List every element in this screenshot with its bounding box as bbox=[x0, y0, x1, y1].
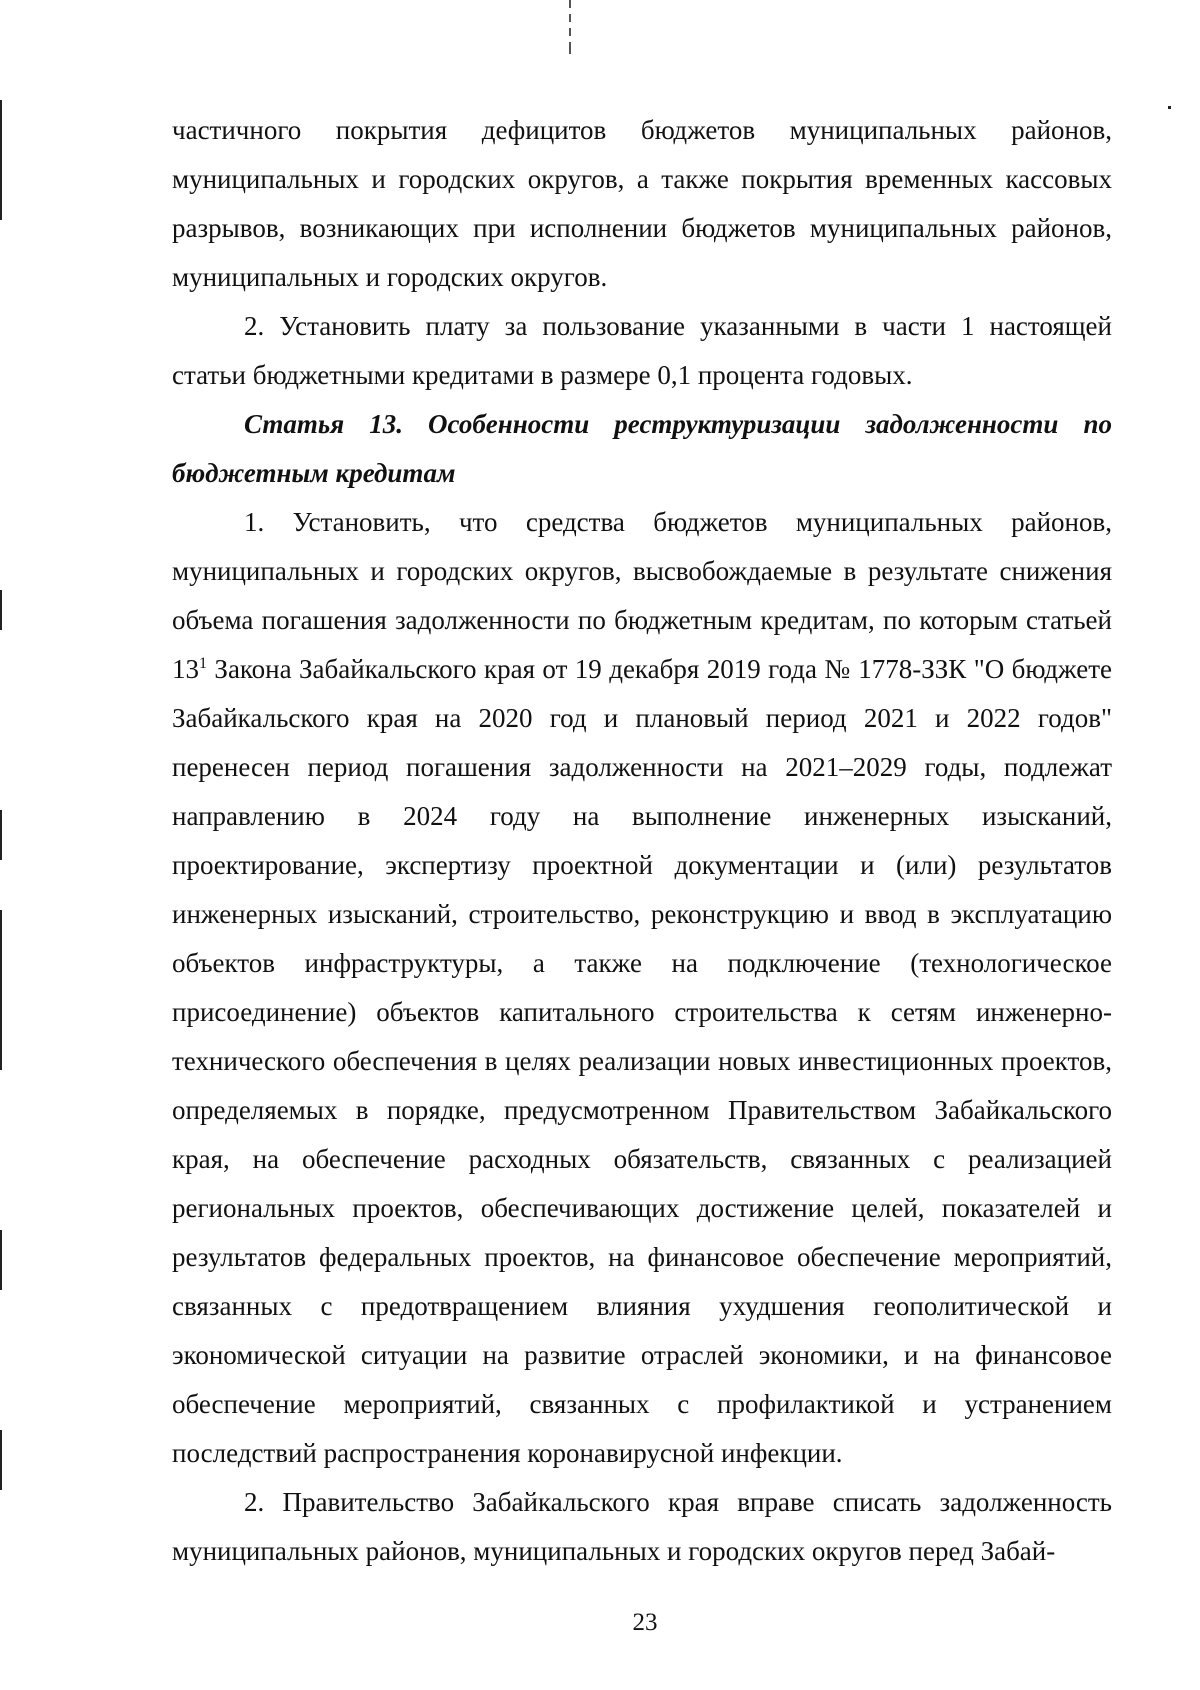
scan-edge-mark bbox=[0, 100, 2, 220]
paragraph-text-part: Закона Забайкальского края от 19 декабря 2019 года № 1778-ЗЗК "О бюджете Забайкальского края на 2020 год и плановый период 2021 и 2022 годов" перенесен период погашения задолженности на 2021–2029 годы, подлежат направлению в 2024 году на выполнение инженерных изысканий, проектирование, экспертизу проектной документации и (или) результатов инженерных изысканий, строительство, реконструкцию и ввод в эксплуатацию объектов инфраструктуры, а также на подключение (технологическое присоединение) объектов капитального строительства к сетям инженерно-технического обеспечения в целях реализации новых инвестиционных проектов, определяемых в порядке, предусмотренном Правительством Забайкальского края, на обеспечение расходных обязательств, связанных с реализацией региональных проектов, обеспечивающих достижение целей, показателей и результатов федеральных проектов, на финансовое обеспечение мероприятий, связанных с предотвращением влияния ухудшения геополитической и экономической ситуации на развитие отраслей экономики, и на финансовое обеспечение мероприятий, связанных с профилактикой и устранением последствий распространения коронавирусной инфекции. bbox=[172, 654, 1112, 1468]
paragraph-article-13-item-1 bbox=[172, 498, 1112, 1478]
page-number: 23 bbox=[632, 1609, 658, 1636]
scan-edge-mark bbox=[0, 910, 2, 1070]
superscript-mark: 1 bbox=[199, 655, 207, 672]
scan-dash-mark bbox=[569, 0, 571, 8]
scan-edge-mark bbox=[0, 810, 2, 860]
scan-dash-mark bbox=[569, 42, 571, 54]
scan-dash-mark bbox=[569, 28, 571, 36]
article-13-heading: Статья 13. Особенности реструктуризации задолженности по бюджетным кредитам bbox=[172, 409, 1112, 488]
scan-edge-mark bbox=[0, 1430, 2, 1490]
paragraph-article-13-item-2: 2. Правительство Забайкальского края вправе списать задолженность муниципальных районов, муниципальных и городских округов перед Забай- bbox=[172, 1487, 1112, 1566]
paragraph-continuation: частичного покрытия дефицитов бюджетов муниципальных районов, муниципальных и городских округов, а также покрытия временных кассовых разрывов, возникающих при исполнении бюджетов муниципальных районов, муниципальных и городских округов. bbox=[172, 115, 1112, 292]
scan-edge-mark bbox=[0, 590, 2, 630]
paragraph-item-2: 2. Установить плату за пользование указанными в части 1 настоящей статьи бюджетными кредитами в размере 0,1 процента годовых. bbox=[172, 311, 1112, 390]
paragraph-text-part: 1. Установить, что средства бюджетов муниципальных районов, муниципальных и городских округов, высвобождаемые в результате снижения объема погашения задолженности по бюджетным кредитам, по которым статьей 13 bbox=[172, 507, 1112, 684]
scan-dash-mark bbox=[569, 14, 571, 22]
scan-edge-mark bbox=[0, 1230, 2, 1290]
document-body bbox=[172, 106, 1112, 1576]
scan-dot-mark bbox=[1168, 106, 1171, 109]
